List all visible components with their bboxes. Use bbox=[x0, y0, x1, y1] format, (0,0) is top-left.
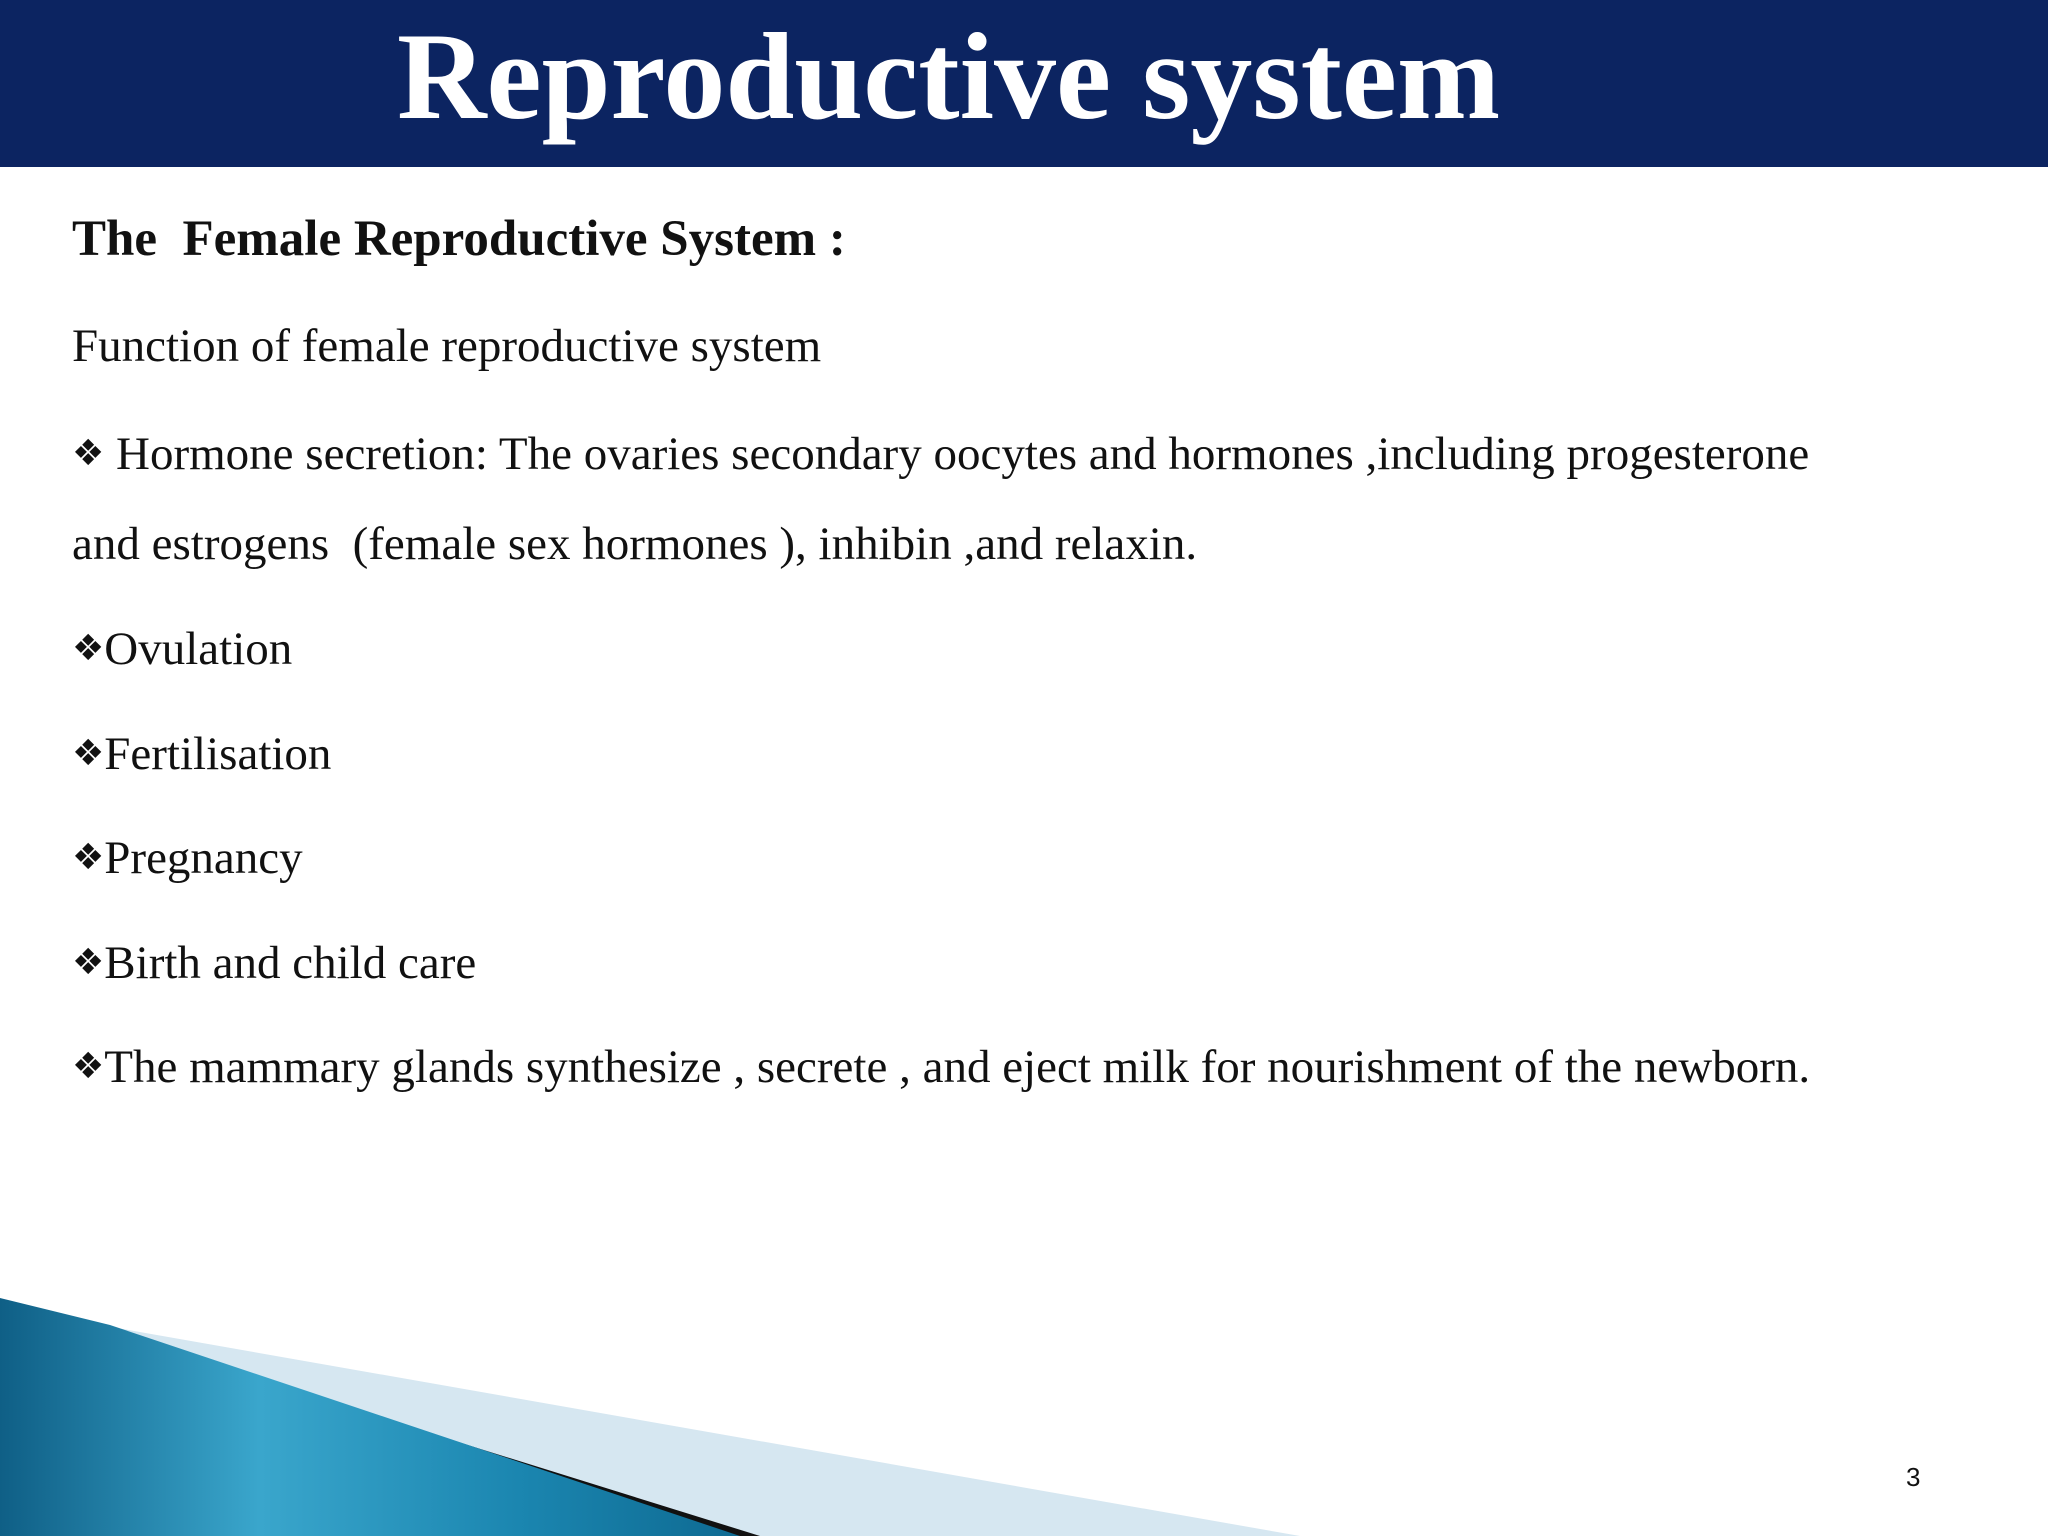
bullet-mammary-glands bbox=[72, 1037, 1810, 1097]
bullet-text: Ovulation bbox=[104, 623, 293, 675]
bullet-fertilisation bbox=[72, 724, 331, 784]
diamond-bullet-icon: ❖ bbox=[72, 1046, 105, 1087]
corner-swoosh-decoration bbox=[0, 1280, 2048, 1536]
diamond-bullet-icon: ❖ bbox=[72, 942, 105, 983]
title-bar bbox=[0, 0, 2048, 167]
bullet-text: Fertilisation bbox=[104, 728, 332, 780]
diamond-bullet-icon: ❖ bbox=[72, 628, 105, 669]
diamond-bullet-icon: ❖ bbox=[72, 837, 105, 878]
bullet-text: Birth and child care bbox=[104, 937, 477, 989]
bullet-text: The mammary glands synthesize , secrete , and eject milk for nourishment of the newborn. bbox=[104, 1041, 1811, 1093]
slide-title: Reproductive system bbox=[397, 8, 1501, 145]
bullet-birth-and-child-care bbox=[72, 933, 476, 993]
diamond-bullet-icon: ❖ bbox=[72, 433, 105, 474]
bullet-ovulation bbox=[72, 619, 292, 679]
bullet-text: Hormone secretion: The ovaries secondary oocytes and hormones ,including progesterone bbox=[104, 428, 1810, 480]
page-number: 3 bbox=[1906, 1462, 1921, 1492]
bullet-hormone-secretion bbox=[72, 424, 1809, 484]
bullet-hormone-secretion-continued: and estrogens (female sex hormones ), inhibin ,and relaxin. bbox=[72, 518, 1198, 570]
bullet-text: Pregnancy bbox=[104, 832, 303, 884]
teal-swoosh bbox=[0, 1298, 740, 1536]
section-heading: The Female Reproductive System : bbox=[72, 211, 846, 267]
bullet-pregnancy bbox=[72, 828, 303, 888]
diamond-bullet-icon: ❖ bbox=[72, 733, 105, 774]
subheading: Function of female reproductive system bbox=[72, 320, 822, 372]
